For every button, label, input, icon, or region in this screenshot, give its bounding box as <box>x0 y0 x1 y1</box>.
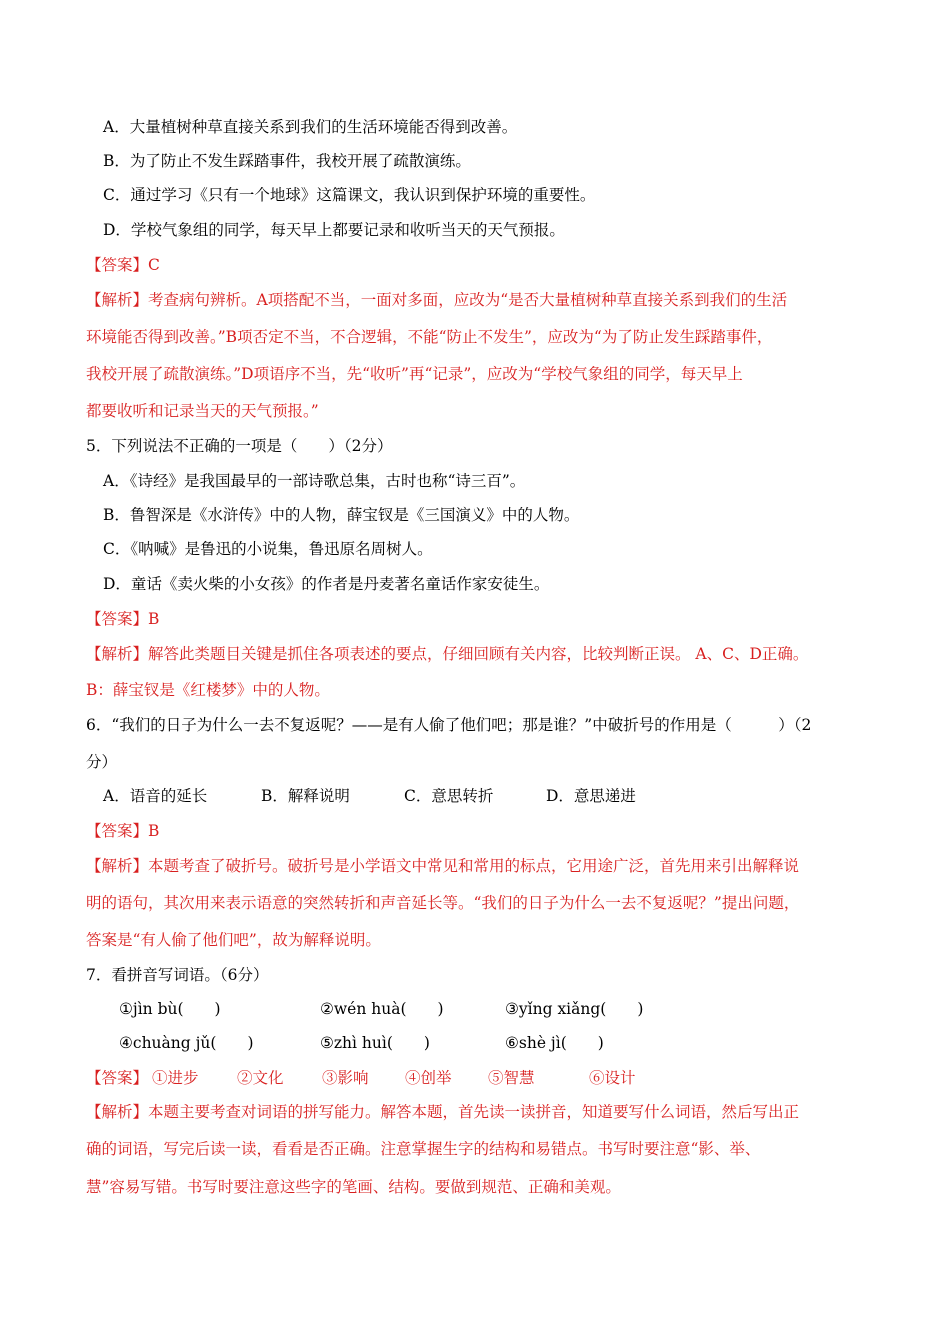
q7-answer-item: ③影响 <box>322 1069 369 1087</box>
q4-analysis-line: 我校开展了疏散演练。”D项语序不当，先“收听”再“记录”，应改为“学校气象组的同学，每天早上 <box>86 365 743 383</box>
q7-item: ①jìn bù( ) <box>119 1000 221 1018</box>
q7-stem: 7．看拼音写词语。（6分） <box>86 966 269 984</box>
q7-analysis-line: 慧”容易写错。书写时要注意这些字的笔画、结构。要做到规范、正确和美观。 <box>86 1178 621 1196</box>
q6-stem-line: 分） <box>86 753 118 771</box>
q7-analysis-line: 【解析】本题主要考查对词语的拼写能力。解答本题，首先读一读拼音，知道要写什么词语，然后写出正 <box>86 1103 800 1121</box>
q7-item: ⑥shè jì( ) <box>505 1034 604 1052</box>
q7-item: ④chuàng jǔ( ) <box>119 1034 254 1052</box>
q7-answer-label: 【答案】 <box>86 1069 149 1087</box>
q5-stem: 5．下列说法不正确的一项是（ ）（2分） <box>86 437 393 455</box>
q7-item: ②wén huà( ) <box>320 1000 444 1018</box>
q5-option-a: A．《诗经》是我国最早的一部诗歌总集，古时也称“诗三百”。 <box>103 472 526 490</box>
q6-analysis-line: 明的语句，其次用来表示语意的突然转折和声音延长等。“我们的日子为什么一去不复返呢？”提出问题， <box>86 894 800 912</box>
q4-option-b: B．为了防止不发生踩踏事件，我校开展了疏散演练。 <box>103 152 471 170</box>
q6-option-d: D．意思递进 <box>546 787 636 805</box>
q6-option-a: A．语音的延长 <box>103 787 208 805</box>
q4-analysis-line: 【解析】考查病句辨析。A项搭配不当，一面对多面，应改为“是否大量植树种草直接关系到我们的生活 <box>86 291 788 309</box>
q5-answer: 【答案】B <box>86 610 160 628</box>
q7-item: ③yǐng xiǎng( ) <box>505 1000 644 1018</box>
q7-answer-item: ①进步 <box>152 1069 199 1087</box>
q4-option-c: C．通过学习《只有一个地球》这篇课文，我认识到保护环境的重要性。 <box>103 186 596 204</box>
q7-answer-item: ④创举 <box>405 1069 452 1087</box>
q6-analysis-line: 【解析】本题考查了破折号。破折号是小学语文中常见和常用的标点，它用途广泛，首先用来引出解释说 <box>86 857 800 875</box>
q6-stem-line: 6．“我们的日子为什么一去不复返呢？——是有人偷了他们吧；那是谁？”中破折号的作用是（ ）（2 <box>86 716 812 734</box>
q6-option-c: C．意思转折 <box>404 787 494 805</box>
q7-answer-item: ⑤智慧 <box>488 1069 535 1087</box>
q4-option-d: D．学校气象组的同学，每天早上都要记录和收听当天的天气预报。 <box>103 221 565 239</box>
q7-item: ⑤zhì huì( ) <box>320 1034 430 1052</box>
q5-option-c: C．《呐喊》是鲁迅的小说集，鲁迅原名周树人。 <box>103 540 433 558</box>
q5-option-d: D．童话《卖火柴的小女孩》的作者是丹麦著名童话作家安徒生。 <box>103 575 550 593</box>
q4-analysis-line: 都要收听和记录当天的天气预报。” <box>86 402 319 420</box>
q6-analysis-line: 答案是“有人偷了他们吧”，故为解释说明。 <box>86 931 381 949</box>
q6-option-b: B．解释说明 <box>261 787 350 805</box>
q7-answer-item: ②文化 <box>237 1069 284 1087</box>
q5-analysis-line: B：薛宝钗是《红楼梦》中的人物。 <box>86 681 330 699</box>
q5-option-b: B．鲁智深是《水浒传》中的人物，薛宝钗是《三国演义》中的人物。 <box>103 506 580 524</box>
q5-analysis-line: 【解析】解答此类题目关键是抓住各项表述的要点，仔细回顾有关内容，比较判断正误。 A、C、D正确。 <box>86 645 809 663</box>
q4-option-a: A．大量植树种草直接关系到我们的生活环境能否得到改善。 <box>103 118 518 136</box>
q7-answer-item: ⑥设计 <box>589 1069 636 1087</box>
q4-answer: 【答案】C <box>86 256 160 274</box>
q4-analysis-line: 环境能否得到改善。”B项否定不当，不合逻辑，不能“防止不发生”，应改为“为了防止发生踩踏事件， <box>86 328 773 346</box>
q6-answer: 【答案】B <box>86 822 160 840</box>
q7-analysis-line: 确的词语，写完后读一读，看看是否正确。注意掌握生字的结构和易错点。书写时要注意“影、举、 <box>86 1140 761 1158</box>
